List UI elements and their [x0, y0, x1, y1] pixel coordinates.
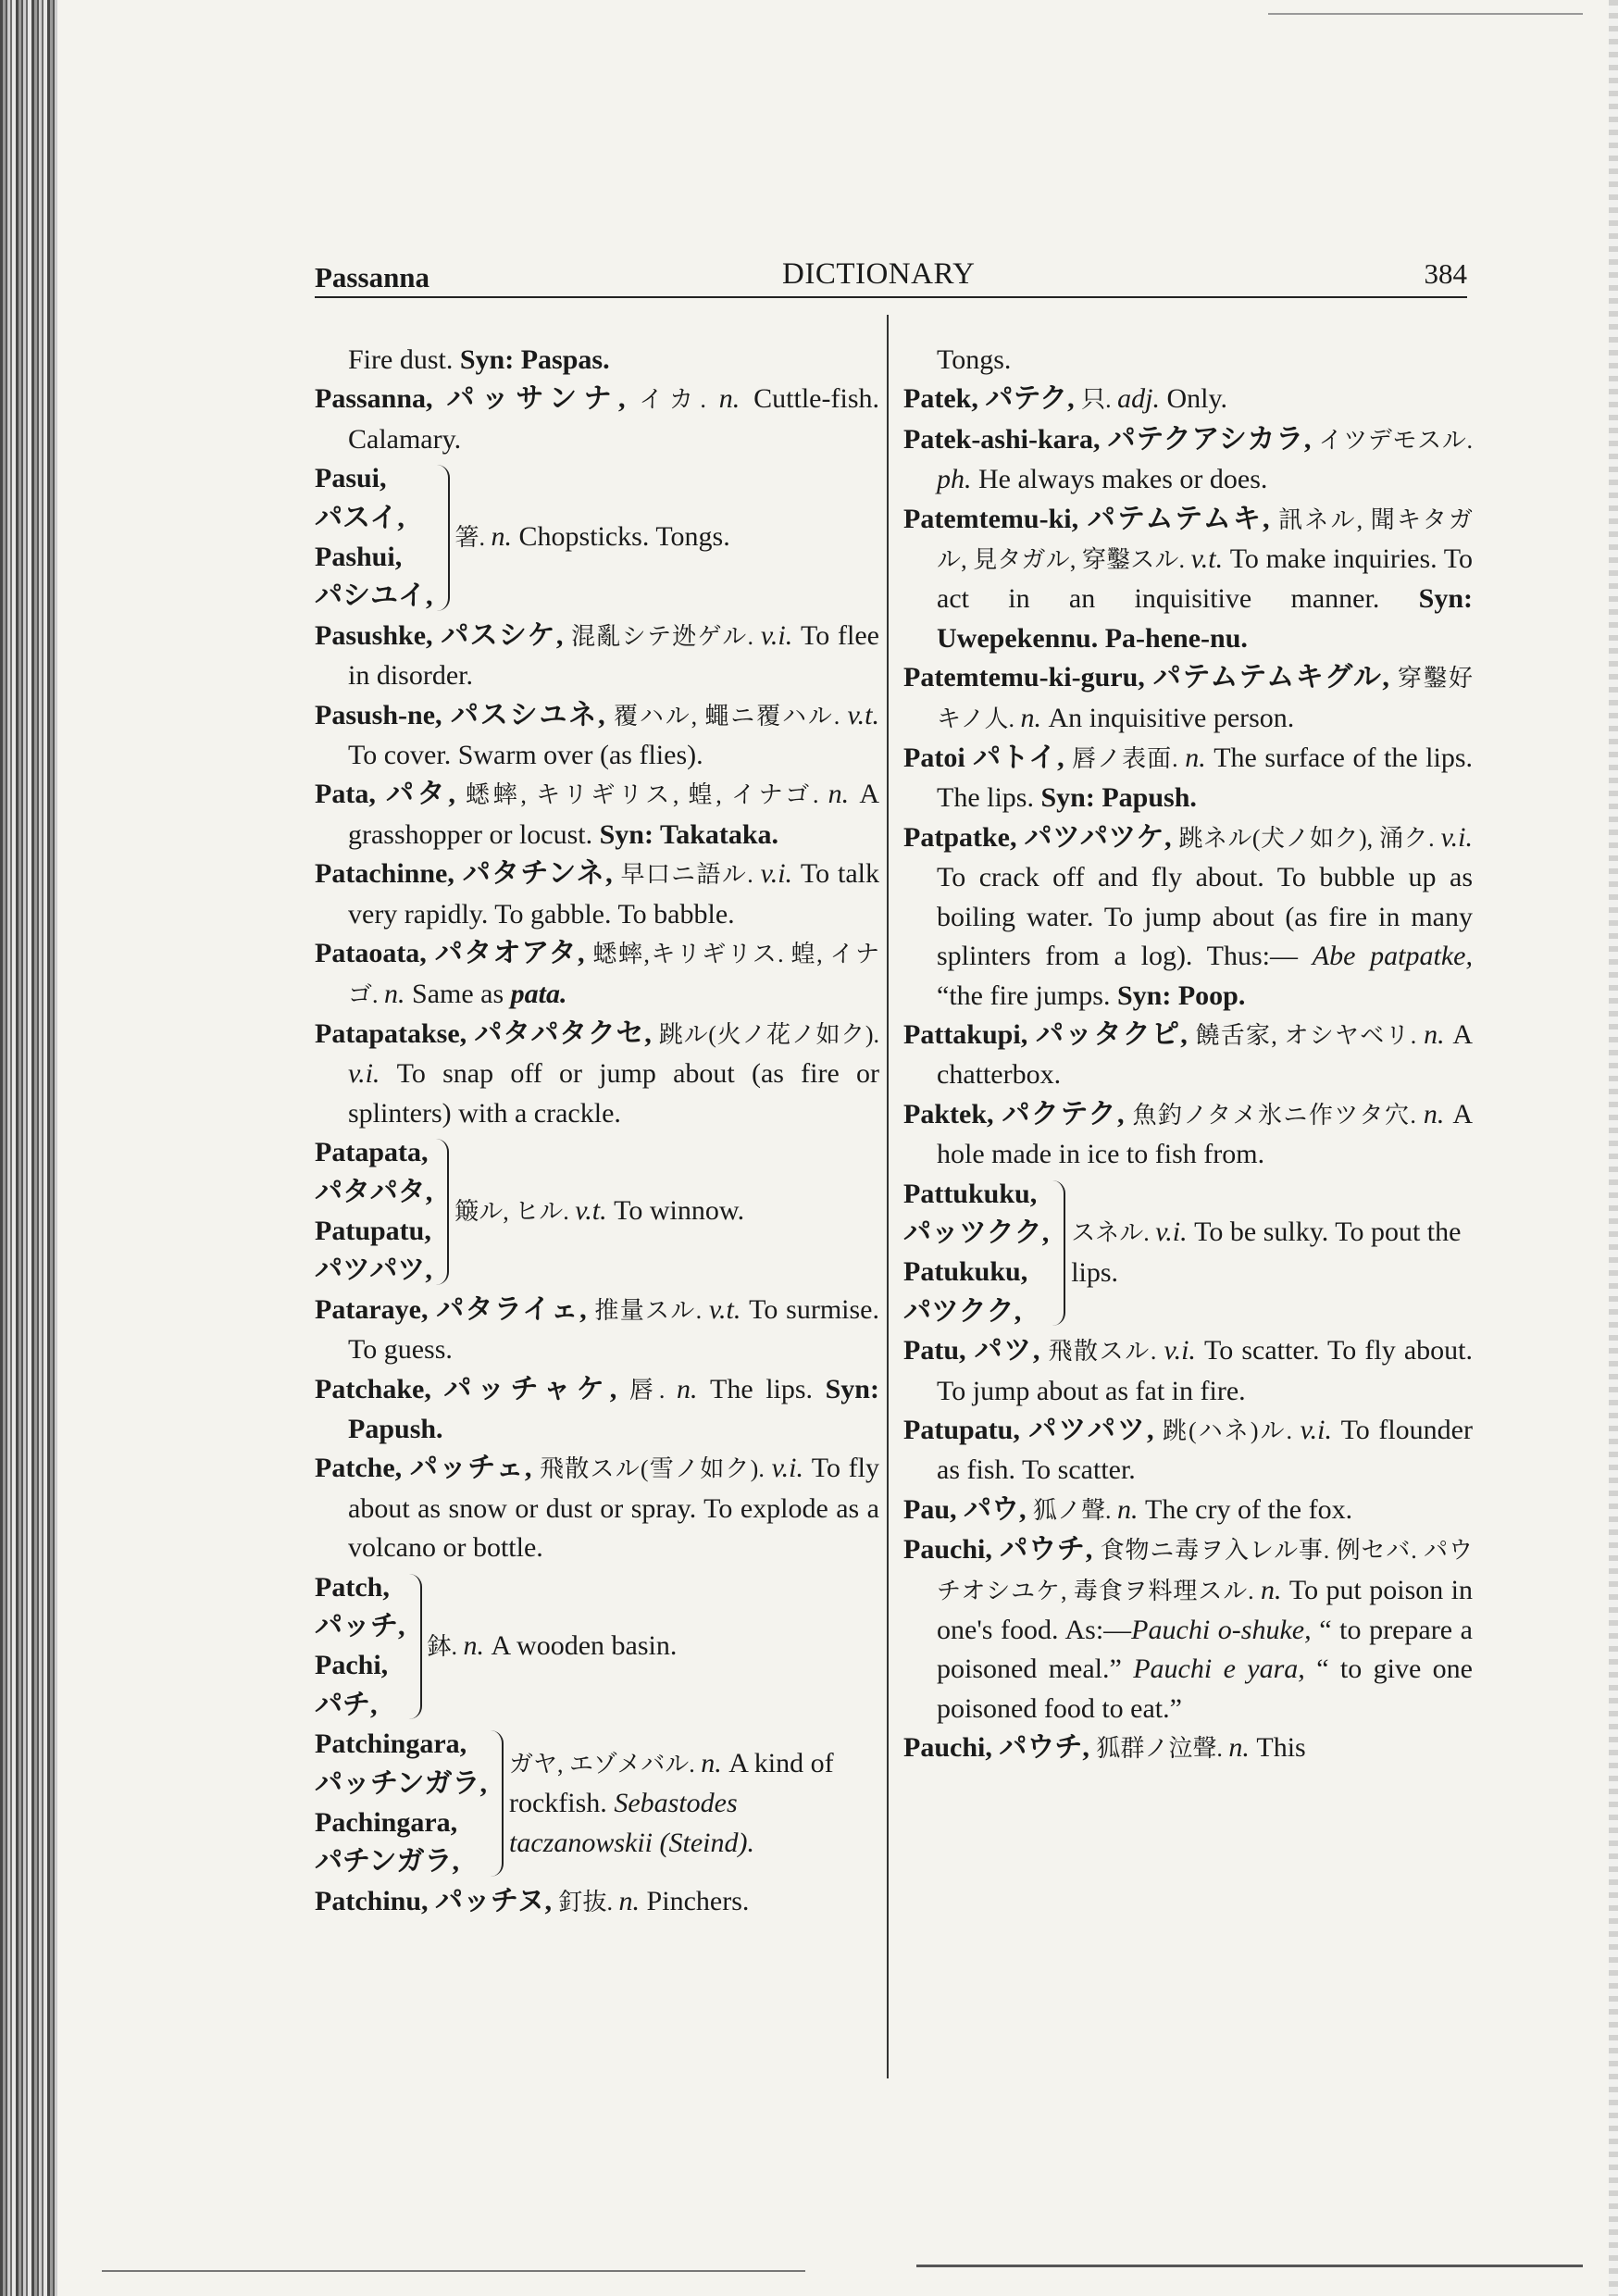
headword: パツパツ, [315, 1254, 432, 1286]
entry-text: n. [1228, 1732, 1257, 1764]
entry-text: To talk very rapidly. To gabble. To babble. [348, 858, 879, 930]
entry-text: Tongs. [937, 344, 1012, 375]
entry-text: Syn: Papush. [348, 1373, 879, 1444]
headword: Patupatu, [315, 1215, 431, 1246]
dictionary-entry [315, 341, 879, 380]
dictionary-entry [903, 420, 1473, 500]
entry-text: To flee in disorder. [348, 619, 879, 692]
entry-text: 穿鑿好キノ人. [937, 665, 1473, 732]
headword: Pasui, [315, 463, 387, 494]
definition-text: ガヤ, エゾメバル. [509, 1750, 702, 1778]
shared-definition [1071, 1213, 1473, 1292]
page-number: 384 [1424, 257, 1467, 290]
entry-text: This [1256, 1732, 1306, 1764]
curly-brace [409, 1574, 422, 1720]
entry-text: 飛散スル(雪ノ如ク). [540, 1455, 772, 1483]
entry-text: Patek-ashi-kara, パテクアシカラ, [903, 423, 1319, 455]
shared-definition [428, 1627, 880, 1666]
entry-text: pata. [510, 978, 567, 1009]
entry-text: 饒舌家, オシヤベリ. [1195, 1021, 1425, 1049]
entry-text: v.i. [771, 1453, 812, 1484]
dictionary-entry [315, 1291, 879, 1370]
headword: パツクク, [903, 1295, 1022, 1327]
entry-text: イカ. [639, 386, 719, 414]
entry-text: ph. [937, 464, 978, 495]
entry-text: Pauchi o-shuke, [1131, 1615, 1320, 1645]
entry-text: Pattakupi, パッタクピ, [903, 1018, 1196, 1050]
entry-text: Pinchers. [646, 1885, 750, 1916]
dictionary-entry [903, 1016, 1473, 1095]
entry-text: Syn: Papush. [1040, 782, 1197, 814]
entry-text: A hole made in ice to fish from. [937, 1098, 1473, 1170]
headword: パッツクク, [903, 1217, 1050, 1248]
entry-text: v.i. [1164, 1335, 1205, 1366]
top-rule [1268, 13, 1583, 15]
entry-text: n. [1424, 1018, 1453, 1050]
headword-list [903, 1175, 1049, 1332]
entry-text: n. [1020, 702, 1049, 733]
entry-text: Patachinne, パタチンネ, [315, 858, 621, 890]
entry-text: To make inquiries. To act in an inquisitive manner. [937, 543, 1473, 615]
dictionary-entry [315, 775, 879, 855]
headword: パスイ, [315, 502, 404, 533]
dictionary-entry [315, 934, 879, 1015]
dictionary-entry [315, 1449, 879, 1567]
dictionary-entry [903, 1491, 1473, 1530]
entry-text: Pataoata, パタオアタ, [315, 938, 593, 969]
bottom-rule-right [916, 2265, 1583, 2267]
column-divider [887, 315, 889, 2078]
headword: Pachingara, [315, 1807, 458, 1839]
entry-text: Paktek, パクテク, [903, 1098, 1133, 1129]
definition-text: n. [491, 521, 519, 553]
braced-entry-group [315, 459, 879, 617]
entry-text: Pasushke, パスシケ, [315, 619, 572, 651]
headword: パタパタ, [315, 1176, 433, 1207]
entry-text: To fly about as snow or dust or spray. To explode as a volcano or bottle. [348, 1453, 879, 1564]
definition-text: Sebastodes taczanowskii (Steind). [509, 1788, 754, 1858]
entry-text: n. [384, 978, 413, 1009]
entry-text: 混亂シテ迯ゲル. [571, 622, 761, 650]
headword-list [315, 459, 433, 617]
dictionary-entry [903, 739, 1473, 818]
entry-text: Cuttle-fish. Calamary. [348, 383, 879, 455]
entry-text: Pauchi, パウチ, [903, 1534, 1101, 1566]
entry-text: To crack off and fly about. To bubble up as boiling water. To jump about (as fire in many splinters from a log). Thus:— [937, 862, 1473, 972]
dictionary-entry [903, 380, 1473, 419]
entry-text: Pata, パタ, [315, 779, 467, 810]
entry-text: adj. [1117, 383, 1167, 415]
entry-text: 蟋蟀,キリギリス. 蝗, イナゴ. [348, 941, 879, 1008]
entry-text: Syn: Uwepekennu. Pa-hene-nu. [937, 583, 1473, 654]
entry-text: 狐群ノ泣聲. [1096, 1735, 1229, 1763]
definition-text: A wooden basin. [491, 1629, 678, 1661]
entry-text: n. [1423, 1098, 1453, 1129]
entry-text: A grasshopper or locust. [348, 779, 879, 850]
braced-entry-group [315, 1725, 879, 1882]
entry-text: 早口ニ語ル. [620, 861, 761, 889]
bottom-rule-left [102, 2270, 805, 2272]
definition-text: A kind of rockfish. [509, 1747, 834, 1819]
braced-entry-group [315, 1568, 879, 1726]
entry-text: “ to prepare a poisoned meal.” [937, 1615, 1473, 1685]
entry-text: v.i. [760, 858, 801, 890]
header-guide-word: Passanna [315, 261, 430, 293]
entry-text: Patoi パトイ, [903, 742, 1073, 774]
entry-text: He always makes or does. [978, 464, 1268, 495]
entry-text: Pauchi, パウチ, [903, 1732, 1097, 1764]
definition-text: スネル. [1071, 1219, 1156, 1247]
entry-text: v.i. [1300, 1414, 1341, 1445]
definition-text: n. [463, 1629, 492, 1661]
dictionary-entry [903, 341, 1473, 380]
entry-text: 推量スル. [594, 1296, 709, 1324]
definition-text: 鉢. [427, 1632, 464, 1660]
headword: パシユイ, [315, 580, 433, 612]
entry-text: v.i. [760, 619, 802, 651]
shared-definition [454, 1192, 879, 1231]
entry-text: 唇ノ表面. [1072, 745, 1186, 773]
dictionary-entry [315, 1882, 879, 1922]
entry-text: To scatter. To fly about. To jump about as fat in fire. [937, 1335, 1473, 1406]
entry-text: n. [1261, 1574, 1289, 1605]
definition-text: v.t. [575, 1195, 615, 1227]
entry-text: v.t. [1190, 543, 1230, 575]
dictionary-entry [315, 1370, 879, 1450]
header-title: DICTIONARY [782, 257, 976, 291]
entry-text: n. [676, 1373, 711, 1404]
entry-text: Syn: Takataka. [599, 818, 779, 850]
definition-text: 箸. [454, 524, 492, 552]
left-column [315, 341, 879, 1922]
page-header [315, 250, 1467, 298]
headword-list [315, 1725, 487, 1882]
entry-text: The cry of the fox. [1145, 1493, 1353, 1525]
entry-text: To surmise. To guess. [348, 1293, 879, 1366]
entry-text: “ to give one poisoned food to eat.” [937, 1653, 1473, 1724]
entry-text: Patupatu, パツパツ, [903, 1414, 1163, 1445]
dictionary-entry [903, 658, 1473, 739]
entry-text: Pau, パウ, [903, 1493, 1034, 1525]
entry-text: 訊ネル, 聞キタガル, 見タガル, 穿鑿スル. [937, 505, 1473, 574]
shared-definition [509, 1744, 879, 1863]
entry-text: The lips. [710, 1373, 826, 1404]
entry-text: Syn: Poop. [1116, 980, 1246, 1011]
dictionary-entry [315, 617, 879, 696]
headword: Pattukuku, [903, 1178, 1038, 1209]
headword: パッチンガラ, [315, 1767, 487, 1799]
braced-entry-group [315, 1133, 879, 1291]
entry-text: Patemtemu-ki-guru, パテムテムキグル, [903, 662, 1398, 693]
entry-text: “the fire jumps. [937, 980, 1117, 1011]
definition-text: Chopsticks. Tongs. [518, 521, 730, 553]
curly-brace [491, 1730, 504, 1877]
entry-text: To cover. Swarm over (as flies). [348, 740, 703, 771]
headword: パチ, [315, 1689, 378, 1720]
headword-list [315, 1568, 405, 1726]
dictionary-entry [903, 500, 1473, 659]
entry-text: Only. [1166, 383, 1228, 415]
entry-text: n. [1185, 742, 1214, 774]
headword: Patapata, [315, 1137, 429, 1168]
entry-text: 魚釣ノタメ氷ニ作ツタ穴. [1132, 1101, 1424, 1129]
curly-brace [436, 1139, 449, 1285]
entry-text: n. [1117, 1493, 1146, 1525]
headword: パッチ, [315, 1611, 405, 1641]
dictionary-entry [315, 1015, 879, 1133]
entry-text: v.t. [708, 1293, 750, 1325]
entry-text: Patchinu, パッチヌ, [315, 1885, 559, 1916]
dictionary-entry [315, 855, 879, 934]
entry-text: A chatterbox. [937, 1018, 1473, 1091]
dictionary-entry [903, 1411, 1473, 1491]
entry-text: Pasush-ne, パスシユネ, [315, 699, 615, 730]
entry-text: v.t. [847, 699, 879, 730]
entry-text: v.i. [348, 1058, 397, 1090]
definition-text: 簸ル, ヒル. [454, 1198, 576, 1226]
entry-text: Pauchi e yara, [1133, 1653, 1317, 1685]
headword: Patukuku, [903, 1256, 1028, 1288]
right-column [903, 341, 1473, 1769]
entry-text: 只. [1081, 386, 1118, 414]
curly-brace [1052, 1180, 1065, 1327]
definition-text: v.i. [1155, 1217, 1195, 1248]
dictionary-entry [903, 1728, 1473, 1768]
entry-text: Patchake, パッチャケ, [315, 1373, 629, 1404]
entry-text: イツデモスル. [1318, 426, 1473, 454]
entry-text: Same as [412, 978, 511, 1009]
entry-text: Pataraye, パタライェ, [315, 1293, 595, 1325]
dictionary-entry [903, 1331, 1473, 1411]
entry-text: An inquisitive person. [1048, 702, 1295, 733]
entry-text: 飛散スル. [1048, 1338, 1164, 1366]
entry-text: Fire dust. [348, 344, 460, 375]
definition-text: To winnow. [614, 1195, 745, 1227]
headword: Pashui, [315, 542, 403, 573]
entry-text: n. [828, 779, 860, 810]
curly-brace [437, 465, 450, 611]
entry-text: Patu, パツ, [903, 1335, 1049, 1366]
headword: Patchingara, [315, 1728, 467, 1760]
headword: Pachi, [315, 1650, 389, 1681]
entry-text: To flounder as fish. To scatter. [937, 1414, 1473, 1486]
entry-text: To snap off or jump about (as fire or splinters) with a crackle. [348, 1058, 879, 1129]
dictionary-entry [903, 1530, 1473, 1728]
entry-text: v.i. [1440, 821, 1473, 853]
entry-text: n. [718, 383, 754, 415]
entry-text: 食物ニ毒ヲ入レル事. 例セバ. パウチオシユケ, 毒食ヲ料理スル. [937, 1537, 1473, 1604]
book-binding-edge [0, 0, 57, 2296]
headword: Patch, [315, 1571, 390, 1603]
entry-text: n. [618, 1885, 647, 1916]
entry-text: 狐ノ聲. [1033, 1496, 1118, 1524]
headword: パチンガラ, [315, 1846, 459, 1878]
entry-text: Patapatakse, パタパタクセ, [315, 1017, 659, 1049]
dictionary-entry [903, 818, 1473, 1016]
entry-text: The surface of the lips. The lips. [937, 742, 1473, 814]
shared-definition [455, 518, 880, 557]
entry-text: To put poison in one's food. As:— [937, 1574, 1473, 1645]
headword-list [315, 1133, 432, 1291]
definition-text: To be sulky. To pout the lips. [1071, 1217, 1462, 1288]
entry-text: Patche, パッチェ, [315, 1453, 541, 1484]
entry-text: Patek, パテク, [903, 383, 1082, 415]
entry-text: 釘抜. [558, 1888, 619, 1915]
entry-text: 跳ネル(犬ノ如ク), 涌ク. [1178, 824, 1441, 852]
entry-text: 覆ハル, 蠅ニ覆ハル. [614, 702, 848, 730]
entry-text: 跳(ハネ)ル. [1163, 1416, 1301, 1444]
dictionary-entry [903, 1095, 1473, 1175]
entry-text: Passanna, パッサンナ, [315, 383, 640, 415]
entry-text: Patemtemu-ki, パテムテムキ, [903, 503, 1279, 534]
page-edge-shade [1609, 0, 1618, 2296]
definition-text: n. [701, 1747, 729, 1778]
entry-text: 蟋蟀, キリギリス, 蝗, イナゴ. [466, 781, 828, 809]
entry-text: Syn: Paspas. [459, 344, 610, 375]
entry-text: Abe patpatke, [1312, 941, 1473, 972]
dictionary-entry [315, 380, 879, 459]
dictionary-entry [315, 696, 879, 776]
entry-text: 跳ル(火ノ花ノ如ク). [658, 1020, 879, 1048]
braced-entry-group [903, 1175, 1473, 1332]
entry-text: 唇. [629, 1376, 677, 1404]
entry-text: Patpatke, パツパツケ, [903, 821, 1179, 853]
